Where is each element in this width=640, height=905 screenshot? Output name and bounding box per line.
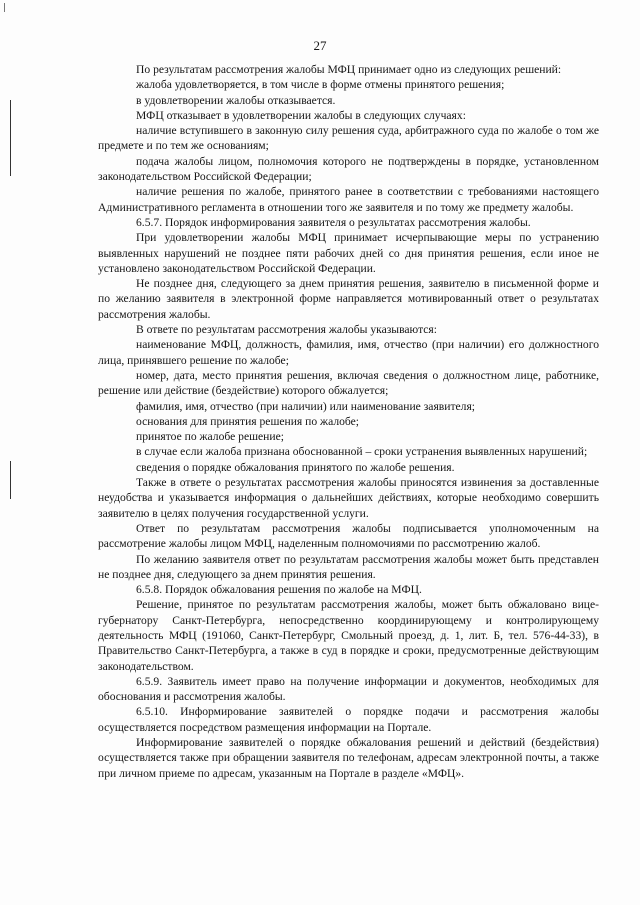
paragraph: 6.5.9. Заявитель имеет право на получение информации и документов, необходимых для обоснования и рассмотрения жалобы. [98,674,599,704]
paragraph: 6.5.7. Порядок информирования заявителя о результатах рассмотрения жалобы. [136,215,531,229]
paragraph: При удовлетворении жалобы МФЦ принимает исчерпывающие меры по устранению выявленных нарушений не позднее пяти рабочих дней со дня принятия решения, если иное не установлено законодательством Российской Федерации. [98,231,599,275]
paragraph: Информирование заявителей о порядке обжалования решений и действий (бездействия) осуществляется также при обращении заявителя по телефонам, адресам электронной почты, а также при личном приеме по адресам, указанным на Портале в разделе «МФЦ». [98,736,599,780]
page-number: 27 [313,38,327,53]
paragraph: наименование МФЦ, должность, фамилия, имя, отчество (при наличии) его должностного лица, принявшего решение по жалобе; [98,338,599,367]
paragraph: номер, дата, место принятия решения, включая сведения о должностном лице, работнике, решение или действие (бездействие) которого обжалуется; [98,368,599,398]
paragraph: Ответ по результатам рассмотрения жалобы подписывается уполномоченным на рассмотрение жалобы лицом МФЦ, наделенным полномочиями по рассмотрению жалоб. [98,521,599,551]
paragraph: МФЦ отказывает в удовлетворении жалобы в следующих случаях: [136,108,466,122]
paragraph: сведения о порядке обжалования принятого по жалобе решения. [136,460,455,474]
paragraph: Также в ответе о результатах рассмотрения жалобы приносятся извинения за доставленные неудобства и указывается информация о дальнейших действиях, которые необходимо совершить заявителю в целях получения государственной услуги. [98,476,599,520]
paragraph: 6.5.8. Порядок обжалования решения по жалобе на МФЦ. [136,583,422,597]
paragraph: наличие вступившего в законную силу решения суда, арбитражного суда по жалобе о том же предмете и по тем же основаниям; [98,124,599,153]
document-body [98,62,599,781]
paragraph: наличие решения по жалобе, принятого ранее в соответствии с требованиями настоящего Административного регламента в отношении того же заявителя и по тому же предмету жалобы. [98,185,599,214]
scan-corner-mark [4,3,10,12]
paragraph: В ответе по результатам рассмотрения жалобы указываются: [136,323,437,337]
paragraph: Не позднее дня, следующего за днем принятия решения, заявителю в письменной форме и по желанию заявителя в электронной форме направляется мотивированный ответ о результатах рассмотрения жалобы. [98,277,599,321]
paragraph: Решение, принятое по результатам рассмотрения жалобы, может быть обжаловано вице-губернатору Санкт-Петербурга, непосредственно координирующему и контролирующему деятельность МФЦ (191060, Санкт-Петербург, Смольный проезд, д. 1, лит. Б, тел. 576-44-33), в Правительство Санкт-Петербурга, а также в суд в порядке и сроки, предусмотренные действующим законодательством. [98,598,599,673]
margin-mark-upper [10,100,11,176]
margin-mark-lower [10,461,11,499]
paragraph: основания для принятия решения по жалобе; [136,414,360,428]
paragraph: в удовлетворении жалобы отказывается. [136,93,336,107]
paragraph: 6.5.10. Информирование заявителей о порядке подачи и рассмотрения жалобы осуществляется посредством размещения информации на Портале. [98,705,599,734]
paragraph: По желанию заявителя ответ по результатам рассмотрения жалобы может быть представлен не позднее дня, следующего за днем принятия решения. [98,552,599,581]
paragraph: в случае если жалоба признана обоснованной – сроки устранения выявленных нарушений; [136,445,588,459]
paragraph: жалоба удовлетворяется, в том числе в форме отмены принятого решения; [136,78,505,92]
paragraph: подача жалобы лицом, полномочия которого не подтверждены в порядке, установленном законодательством Российской Федерации; [98,154,599,184]
paragraph: принятое по жалобе решение; [136,430,284,444]
paragraph: фамилия, имя, отчество (при наличии) или наименование заявителя; [136,399,476,413]
paragraph: По результатам рассмотрения жалобы МФЦ принимает одно из следующих решений: [136,63,562,76]
